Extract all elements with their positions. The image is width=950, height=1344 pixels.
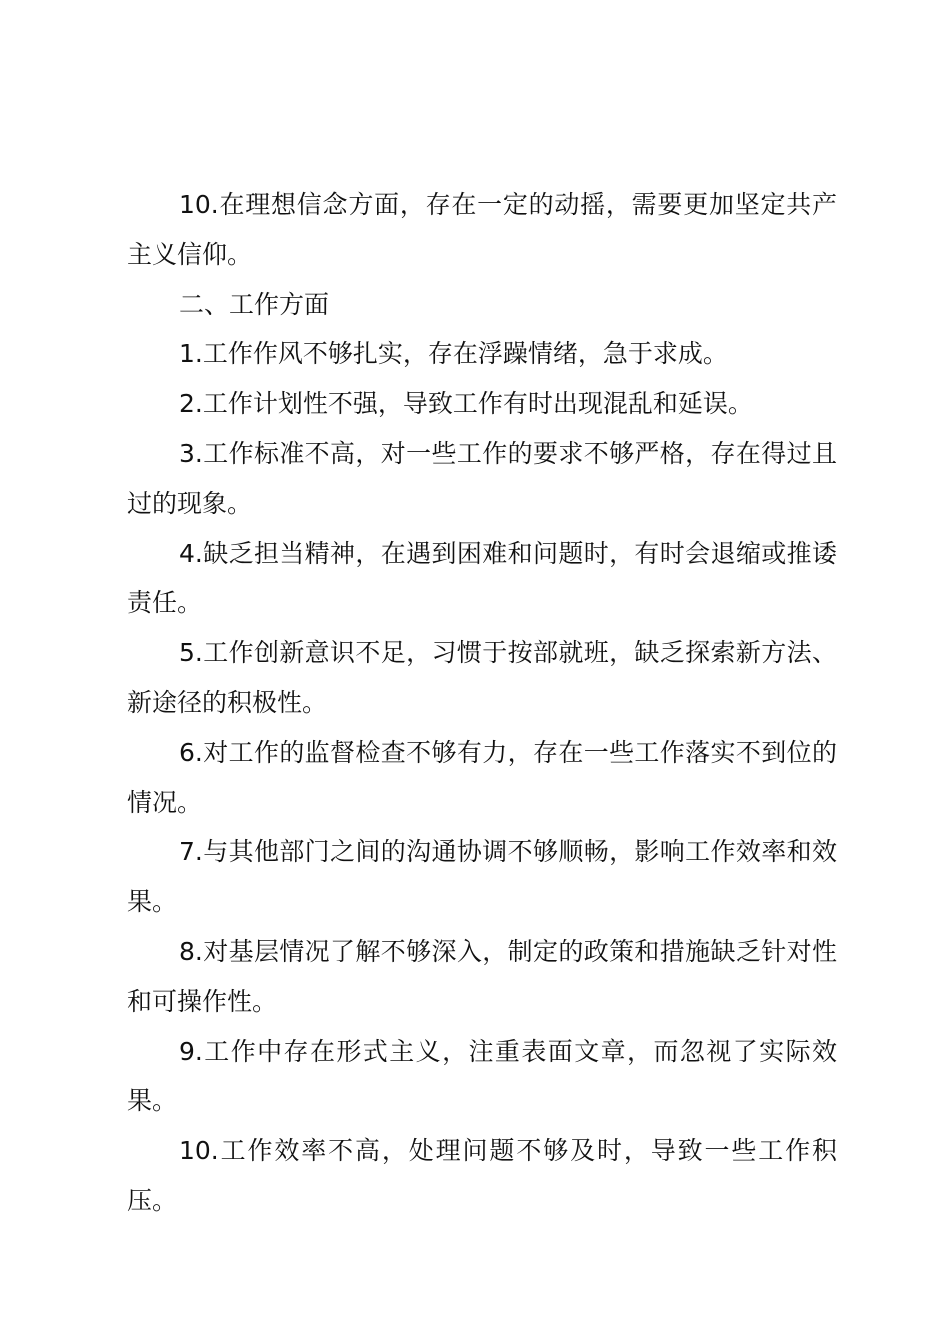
paragraph-work-7: 7.与其他部门之间的沟通协调不够顺畅，影响工作效率和效果。 [127, 837, 837, 917]
paragraph-ideals-10: 10.在理想信念方面，存在一定的动摇，需要更加坚定共产主义信仰。 [127, 190, 837, 269]
paragraph-work-5: 5.工作创新意识不足，习惯于按部就班，缺乏探索新方法、新途径的积极性。 [127, 638, 837, 717]
paragraph-work-8: 8.对基层情况了解不够深入，制定的政策和措施缺乏针对性和可操作性。 [127, 936, 837, 1016]
paragraph-work-4: 4.缺乏担当精神，在遇到困难和问题时，有时会退缩或推诿责任。 [127, 538, 837, 618]
paragraph-work-6: 6.对工作的监督检查不够有力，存在一些工作落实不到位的情况。 [127, 737, 837, 817]
paragraph-work-2: 2.工作计划性不强，导致工作有时出现混乱和延误。 [179, 389, 753, 419]
document-body [127, 180, 837, 1226]
paragraph-work-1: 1.工作作风不够扎实，存在浮躁情绪，急于求成。 [179, 339, 728, 369]
paragraph-work-3: 3.工作标准不高，对一些工作的要求不够严格，存在得过且过的现象。 [127, 438, 837, 518]
paragraph-work-9: 9.工作中存在形式主义，注重表面文章，而忽视了实际效果。 [127, 1036, 837, 1116]
paragraph-work-10: 10.工作效率不高，处理问题不够及时，导致一些工作积压。 [127, 1136, 837, 1215]
section-heading-work: 二、工作方面 [179, 289, 330, 319]
